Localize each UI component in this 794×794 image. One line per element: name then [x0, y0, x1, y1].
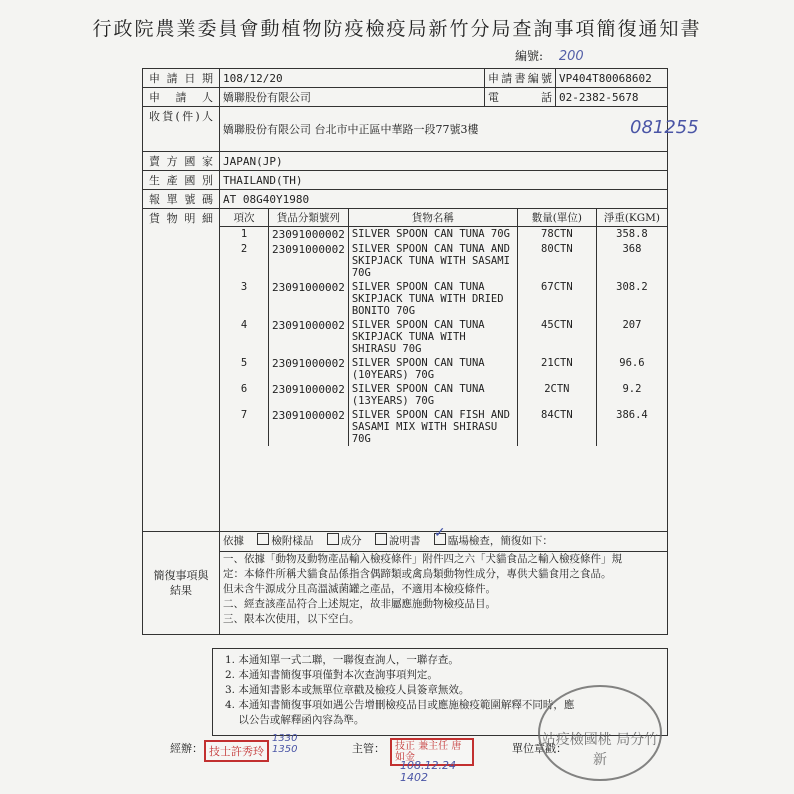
item-qty: 78CTN [517, 227, 596, 243]
apply-date-label: 申請日期 [143, 69, 220, 88]
app-no-label: 申請書編號 [485, 69, 556, 88]
header-name: 貨物名稱 [348, 209, 517, 227]
item-name: SILVER SPOON CAN TUNA (10YEARS) 70G [348, 356, 517, 382]
supervisor-stamp: 技正 兼主任 唐如金 [390, 738, 474, 766]
item-weight: 9.2 [622, 383, 642, 395]
seal-text: 站疫檢國桃 局分竹新 [541, 732, 659, 768]
applicant-label: 申 請 人 [143, 88, 220, 107]
item-code: 23091000002 [269, 318, 349, 356]
serial-value: 200 [558, 49, 584, 64]
item-code: 23091000002 [269, 280, 349, 318]
item-code: 23091000002 [269, 227, 349, 243]
item-qty: 67CTN [517, 280, 596, 318]
seller-country-label: 賣方國家 [143, 152, 220, 171]
item-name: SILVER SPOON CAN FISH AND SASAMI MIX WITH SHIRASU 70G [348, 408, 517, 446]
goods-cell [220, 209, 668, 532]
info-table [142, 68, 699, 635]
serial-number [515, 47, 584, 64]
note-line: 1. 本通知單一式二聯，一聯復查詢人，一聯存查。 [225, 654, 459, 666]
reply-cell [220, 532, 668, 635]
item-weight: 308.2 [616, 281, 648, 293]
item-row [220, 318, 667, 356]
item-no: 4 [220, 318, 269, 356]
item-no: 1 [220, 227, 269, 243]
recipient-handwritten: 081255 [630, 117, 699, 138]
option-manual-label: 說明書 [389, 535, 421, 547]
handler-label: 經辦： [170, 742, 203, 755]
note-line: 以公告或解釋函內容為準。 [225, 714, 365, 726]
app-no-value: VP404T80068602 [556, 69, 668, 88]
item-no: 5 [220, 356, 269, 382]
item-code: 23091000002 [269, 356, 349, 382]
item-weight: 358.8 [616, 228, 648, 240]
item-row [220, 382, 667, 408]
item-name: SILVER SPOON CAN TUNA SKIPJACK TUNA WITH DRIED BONITO 70G [348, 280, 517, 318]
applicant-value: 嬌聯股份有限公司 [220, 88, 485, 107]
item-code: 23091000002 [269, 382, 349, 408]
basis-label: 依據 [223, 535, 244, 547]
reply-line: 但未含牛源成分且高溫滅菌罐之產品，不適用本檢疫條件。 [223, 583, 496, 595]
apply-date-value: 108/12/20 [220, 69, 485, 88]
note-line: 4. 本通知書簡復事項如遇公告增刪檢疫品目或應施檢疫範圍解釋不同時，應 [225, 699, 575, 711]
item-no: 7 [220, 408, 269, 446]
item-row [220, 356, 667, 382]
note-line: 2. 本通知書簡復事項僅對本次查詢事項判定。 [225, 669, 438, 681]
item-code: 23091000002 [269, 242, 349, 280]
item-name: SILVER SPOON CAN TUNA 70G [348, 227, 517, 243]
seller-country-value: JAPAN(JP) [220, 152, 668, 171]
note-line: 3. 本通知書影本或無單位章戳及檢疫人員簽章無效。 [225, 684, 470, 696]
option-ingredient-checkbox[interactable] [327, 533, 339, 545]
recipient-cell [220, 107, 699, 152]
declaration-label: 報單號碼 [143, 190, 220, 209]
handler-handwritten: 1330 1350 [272, 733, 298, 755]
document-title: 行政院農業委員會動植物防疫檢疫局新竹分局查詢事項簡復通知書 [92, 18, 702, 40]
unit-seal-label: 單位章戳： [512, 742, 567, 755]
supervisor-handwritten: 108.12.24 1402 [400, 759, 456, 784]
item-qty: 84CTN [517, 408, 596, 446]
item-qty: 80CTN [517, 242, 596, 280]
header-code: 貨品分類號列 [269, 209, 349, 227]
item-row [220, 280, 667, 318]
serial-label: 編號: [515, 49, 544, 63]
item-weight: 386.4 [616, 409, 648, 421]
item-name: SILVER SPOON CAN TUNA SKIPJACK TUNA WITH SHIRASU 70G [348, 318, 517, 356]
goods-label: 貨物明細 [143, 209, 220, 532]
item-name: SILVER SPOON CAN TUNA (13YEARS) 70G [348, 382, 517, 408]
reply-line: 二、經查該產品符合上述規定，故非屬應施動物檢疫品目。 [223, 598, 496, 610]
items-header-row [220, 209, 667, 227]
item-no: 6 [220, 382, 269, 408]
phone-value: 02-2382-5678 [556, 88, 668, 107]
item-row [220, 408, 667, 446]
unit-seal [538, 685, 662, 781]
phone-label: 電 話 [485, 88, 556, 107]
header-qty: 數量(單位) [517, 209, 596, 227]
item-code: 23091000002 [269, 408, 349, 446]
supervisor-label: 主管： [352, 742, 385, 755]
reply-label: 簡復事項與結果 [143, 532, 220, 635]
items-table [220, 209, 667, 446]
item-row [220, 242, 667, 280]
item-qty: 2CTN [517, 382, 596, 408]
option-sample-label: 檢附樣品 [271, 535, 314, 547]
option-ingredient-label: 成分 [340, 535, 362, 547]
reply-line: 三、限本次使用，以下空白。 [223, 613, 360, 625]
item-qty: 21CTN [517, 356, 596, 382]
handler-stamp: 技士許秀玲 [204, 740, 269, 762]
item-weight: 96.6 [619, 357, 645, 369]
option-inspection-label: 臨場檢查，簡復如下： [447, 535, 553, 547]
reply-text [220, 551, 667, 627]
declaration-value: AT 08G40Y1980 [220, 190, 668, 209]
header-weight: 淨重(KGM) [596, 209, 667, 227]
recipient-value: 嬌聯股份有限公司 台北市中正區中華路一段77號3樓 [223, 123, 479, 136]
item-row [220, 227, 667, 243]
item-weight: 368 [622, 243, 642, 255]
item-weight: 207 [622, 319, 642, 331]
reply-line: 一、依據「動物及動物產品輸入檢疫條件」附件四之六「犬貓食品之輸入檢疫條件」規 [223, 553, 622, 565]
recipient-label: 收貨(件)人 [143, 107, 220, 152]
header-no: 項次 [220, 209, 269, 227]
item-name: SILVER SPOON CAN TUNA AND SKIPJACK TUNA WITH SASAMI 70G [348, 242, 517, 280]
item-qty: 45CTN [517, 318, 596, 356]
origin-country-value: THAILAND(TH) [220, 171, 668, 190]
item-no: 2 [220, 242, 269, 280]
origin-country-label: 生產國別 [143, 171, 220, 190]
reply-line: 定：本條件所稱犬貓食品係指含偶蹄類或禽鳥類動物性成分，專供犬貓食用之食品。 [223, 568, 612, 580]
item-no: 3 [220, 280, 269, 318]
option-inspection-checkbox[interactable] [434, 533, 446, 545]
option-manual-checkbox[interactable] [375, 533, 387, 545]
option-sample-checkbox[interactable] [257, 533, 269, 545]
basis-row [223, 533, 664, 549]
